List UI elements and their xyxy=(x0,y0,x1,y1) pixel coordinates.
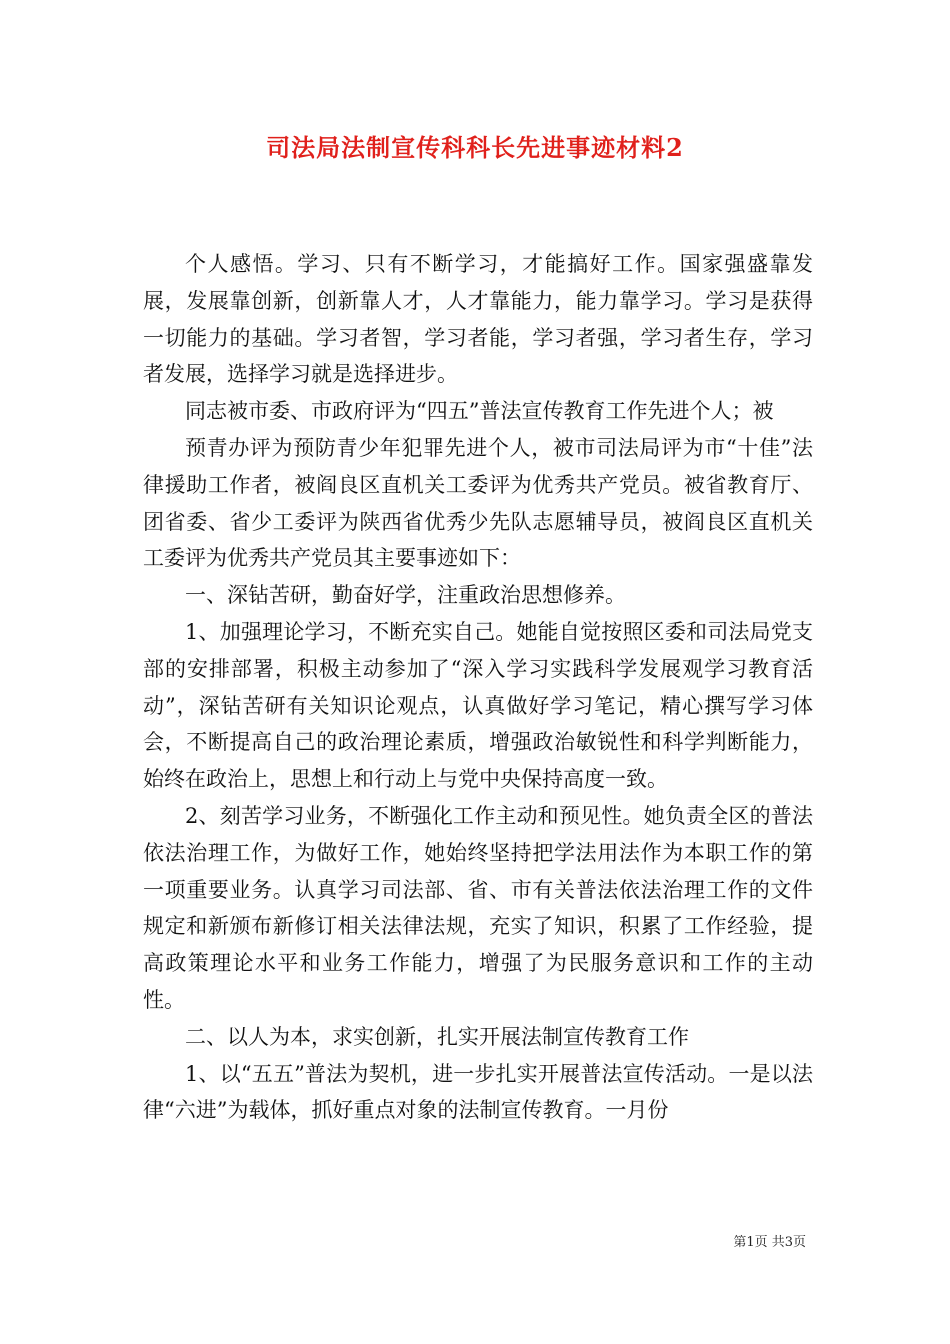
paragraph: 二、以人为本，求实创新，扎实开展法制宣传教育工作 xyxy=(185,1024,689,1049)
paragraph: 2、刻苦学习业务，不断强化工作主动和预见性。她负责全区的普法依法治理工作，为做好工作，她始终坚持把学法用法作为本职工作的第一项重要业务。认真学习司法部、省、市有关普法依法治理工作的文件规定和新颁布新修订相关法律法规，充实了知识，积累了工作经验，提高政策理论水平和业务工作能力，增强了为民服务意识和工作的主动性。 xyxy=(143,803,813,1012)
paragraph: 1、加强理论学习，不断充实自己。她能自觉按照区委和司法局党支部的安排部署，积极主动参加了“深入学习实践科学发展观学习教育活动”，深钻苦研有关知识论观点，认真做好学习笔记，精心撰写学习体会，不断提高自己的政治理论素质，增强政治敏锐性和科学判断能力，始终在政治上，思想上和行动上与党中央保持高度一致。 xyxy=(143,619,813,792)
page-number: 第1页 共3页 xyxy=(733,1235,806,1250)
document-body xyxy=(143,246,813,1129)
paragraph: 同志被市委、市政府评为“四五”普法宣传教育工作先进个人；被 xyxy=(185,399,774,424)
paragraph: 预青办评为预防青少年犯罪先进个人，被市司法局评为市“十佳”法律援助工作者，被阎良区直机关工委评为优秀共产党员。被省教育厅、团省委、省少工委评为陕西省优秀少先队志愿辅导员，被阎良区直机关工委评为优秀共产党员其主要事迹如下： xyxy=(143,435,813,571)
paragraph: 一、深钻苦研，勤奋好学，注重政治思想修养。 xyxy=(185,583,626,608)
document-title: 司法局法制宣传科科长先进事迹材料2 xyxy=(266,133,684,162)
paragraph: 个人感悟。学习、只有不断学习，才能搞好工作。国家强盛靠发展，发展靠创新，创新靠人才，人才靠能力，能力靠学习。学习是获得一切能力的基础。学习者智，学习者能，学习者强，学习者生存，学习者发展，选择学习就是选择进步。 xyxy=(143,252,813,387)
paragraph: 1、以“五五”普法为契机，进一步扎实开展普法宣传活动。一是以法律“六进”为载体，抓好重点对象的法制宣传教育。一月份 xyxy=(143,1061,813,1123)
